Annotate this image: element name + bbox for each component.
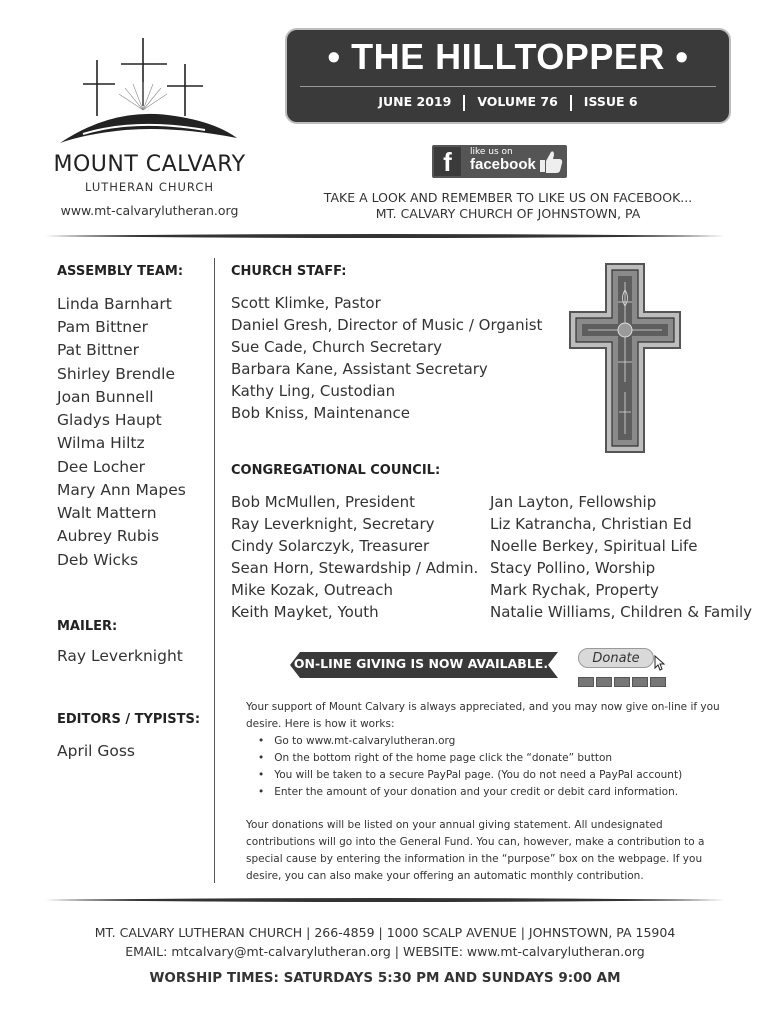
facebook-icon: f: [434, 147, 461, 176]
online-giving-text: ON-LINE GIVING IS NOW AVAILABLE.: [293, 656, 549, 671]
church-subtitle: LUTHERAN CHURCH: [84, 180, 215, 194]
payment-cards-icon: [578, 672, 668, 691]
assembly-member: Linda Barnhart: [57, 295, 172, 313]
worship-times: WORSHIP TIMES: SATURDAYS 5:30 PM AND SUNDAYS 9:00 AM: [149, 970, 621, 986]
giving-intro: Your support of Mount Calvary is always appreciated, and you may now give on-line if you desire. Here is how it works:: [246, 701, 720, 730]
staff-member: Daniel Gresh, Director of Music / Organist: [231, 316, 543, 334]
council-member: Stacy Pollino, Worship: [490, 559, 656, 577]
council-heading: CONGREGATIONAL COUNCIL:: [231, 463, 441, 478]
council-member: Cindy Solarczyk, Treasurer: [231, 537, 430, 555]
assembly-member: Shirley Brendle: [57, 365, 175, 383]
assembly-member: Mary Ann Mapes: [57, 481, 186, 499]
facebook-wordmark: facebook: [470, 156, 536, 173]
editor-name: April Goss: [57, 742, 135, 760]
staff-member: Kathy Ling, Custodian: [231, 382, 396, 400]
three-crosses-logo: [55, 38, 240, 148]
council-member: Liz Katrancha, Christian Ed: [490, 515, 692, 533]
issue-volume: VOLUME 76: [477, 94, 558, 109]
issue-date: JUNE 2019: [378, 94, 452, 109]
council-member: Sean Horn, Stewardship / Admin.: [231, 559, 479, 577]
footer-address: MT. CALVARY LUTHERAN CHURCH | 266-4859 | 1000 SCALP AVENUE | JOHNSTOWN, PA 15904: [94, 925, 676, 940]
council-member: Mark Rychak, Property: [490, 581, 659, 599]
assembly-member: Gladys Haupt: [57, 411, 162, 429]
editors-heading: EDITORS / TYPISTS:: [57, 712, 201, 727]
issue-number: ISSUE 6: [583, 94, 638, 109]
cursor-icon: [654, 655, 666, 671]
thumbs-up-icon: [538, 148, 564, 175]
church-website: www.mt-calvarylutheran.org: [60, 203, 239, 218]
assembly-member: Dee Locher: [57, 458, 146, 476]
facebook-message-line1: TAKE A LOOK AND REMEMBER TO LIKE US ON FACEBOOK...: [323, 190, 693, 205]
council-member: Mike Kozak, Outreach: [231, 581, 394, 599]
assembly-member: Walt Mattern: [57, 504, 157, 522]
staff-member: Scott Klimke, Pastor: [231, 294, 381, 312]
council-member: Noelle Berkey, Spiritual Life: [490, 537, 698, 555]
assembly-member: Joan Bunnell: [57, 388, 154, 406]
council-member: Ray Leverknight, Secretary: [231, 515, 435, 533]
council-member: Jan Layton, Fellowship: [490, 493, 657, 511]
giving-step: • Enter the amount of your donation and your credit or debit card information.: [258, 784, 718, 801]
footer-divider: [45, 897, 725, 903]
section-divider: [45, 233, 725, 239]
facebook-message-line2: MT. CALVARY CHURCH OF JOHNSTOWN, PA: [375, 206, 641, 221]
giving-details: Your donations will be listed on your annual giving statement. All undesignated contributions will go into the General Fund. You can, however, make a contribution to a special cause by entering the information in the “purpose” box on the webpage. If you desire, you can also make your offering an automatic monthly contribution.: [246, 819, 705, 882]
council-member: Bob McMullen, President: [231, 493, 415, 511]
issue-info: [290, 94, 726, 111]
council-member: Keith Mayket, Youth: [231, 603, 379, 621]
mailer-name: Ray Leverknight: [57, 647, 183, 665]
assembly-member: Pam Bittner: [57, 318, 149, 336]
donate-button[interactable]: Donate: [578, 648, 654, 668]
staff-member: Bob Kniss, Maintenance: [231, 404, 411, 422]
church-name: MOUNT CALVARY: [53, 152, 246, 177]
giving-step: • On the bottom right of the home page click the “donate” button: [258, 750, 718, 767]
church-staff-heading: CHURCH STAFF:: [231, 264, 347, 279]
assembly-member: Aubrey Rubis: [57, 527, 160, 545]
footer-contact: EMAIL: mtcalvary@mt-calvarylutheran.org | WEBSITE: www.mt-calvarylutheran.org: [125, 944, 645, 959]
assembly-member: Pat Bittner: [57, 341, 139, 359]
giving-step: • Go to www.mt-calvarylutheran.org: [258, 733, 718, 750]
giving-steps: [258, 733, 718, 801]
newsletter-title: • THE HILLTOPPER •: [327, 36, 689, 77]
assembly-team-heading: ASSEMBLY TEAM:: [57, 264, 184, 279]
staff-member: Sue Cade, Church Secretary: [231, 338, 443, 356]
assembly-member: Wilma Hiltz: [57, 434, 145, 452]
giving-step: • You will be taken to a secure PayPal page. (You do not need a PayPal account): [258, 767, 718, 784]
staff-member: Barbara Kane, Assistant Secretary: [231, 360, 488, 378]
council-member: Natalie Williams, Children & Family: [490, 603, 753, 621]
mailer-heading: MAILER:: [57, 619, 118, 634]
sidebar-divider: [214, 258, 215, 883]
ornate-cross-image: [568, 262, 682, 454]
banner-divider: [300, 86, 716, 87]
facebook-like-text: like us on: [470, 147, 513, 157]
assembly-member: Deb Wicks: [57, 551, 139, 569]
